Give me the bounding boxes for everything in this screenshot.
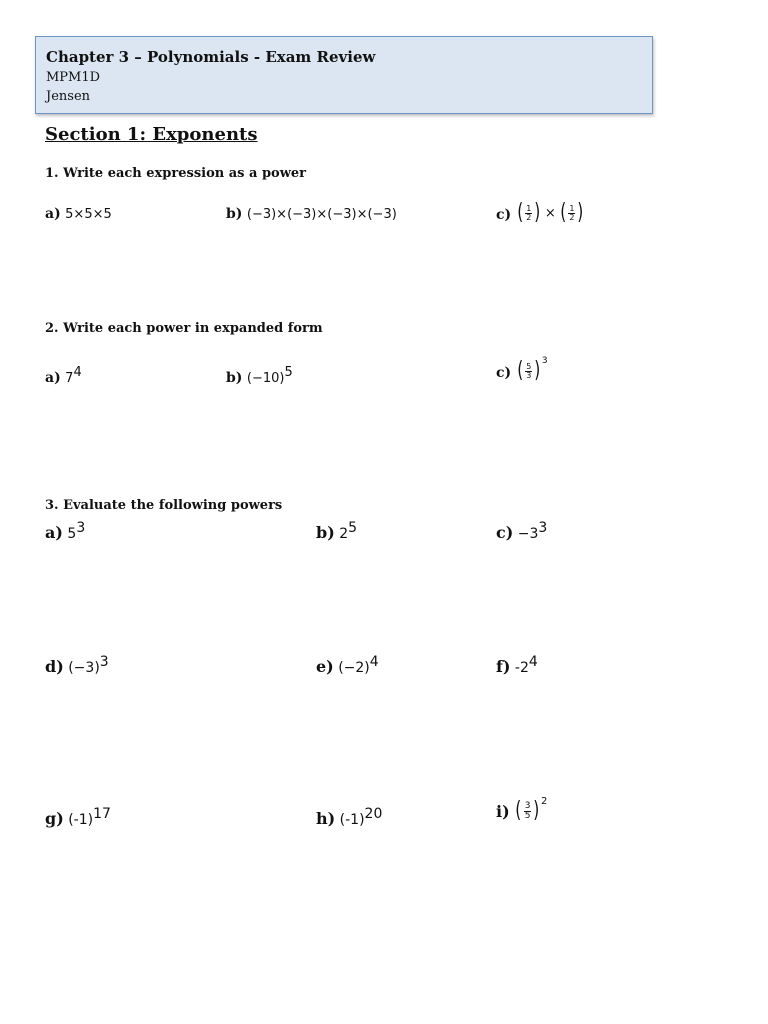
denominator: 2 xyxy=(569,212,575,222)
power-base: 7 xyxy=(65,371,74,386)
power-base: −3 xyxy=(517,526,539,542)
exponent: 17 xyxy=(93,806,111,822)
item-label: a) xyxy=(45,523,63,542)
item-label: c) xyxy=(496,207,512,223)
power-base: (-1) xyxy=(68,812,94,828)
exponent: 4 xyxy=(528,654,538,670)
teacher-name: Jensen xyxy=(46,89,91,104)
q2-item-b xyxy=(226,365,293,386)
power-base: 5 xyxy=(67,526,77,542)
numerator: 3 xyxy=(524,800,531,811)
item-label: g) xyxy=(45,809,64,828)
fraction-product: ( $\frac{1}{2}$ ) × ( $\frac{1}{2}$ ) xyxy=(516,200,584,225)
item-label: b) xyxy=(226,370,243,386)
numerator: 1 xyxy=(526,203,532,213)
power-base: (−2) xyxy=(338,660,370,676)
q3-item-i xyxy=(496,796,548,823)
q1-item-c xyxy=(496,202,585,224)
denominator: 3 xyxy=(526,370,532,380)
numerator: 1 xyxy=(569,203,575,213)
numerator: 5 xyxy=(526,361,532,371)
item-label: h) xyxy=(316,809,336,828)
exponent: 4 xyxy=(369,654,379,670)
q3-item-h xyxy=(316,806,382,828)
denominator: 5 xyxy=(524,810,531,821)
times-sign: × xyxy=(544,205,556,221)
exponent: 5 xyxy=(348,520,358,536)
q3-item-c xyxy=(496,520,547,542)
question-1-prompt: 1. Write each expression as a power xyxy=(45,166,307,181)
item-label: d) xyxy=(45,657,64,676)
item-label: a) xyxy=(45,370,61,386)
fraction-power: ( $\frac{5}{3}$ ) 3 xyxy=(516,356,548,383)
exponent: 3 xyxy=(76,520,86,536)
document-header xyxy=(35,36,653,114)
q1-item-b xyxy=(226,206,397,222)
q2-item-a xyxy=(45,365,82,386)
denominator: 2 xyxy=(526,212,532,222)
exponent: 4 xyxy=(73,365,82,380)
section-title: Section 1: Exponents xyxy=(45,124,258,145)
q3-item-a xyxy=(45,520,85,542)
item-label: c) xyxy=(496,365,512,381)
q3-item-b xyxy=(316,520,357,542)
exponent: 5 xyxy=(284,365,293,380)
item-label: b) xyxy=(226,206,243,222)
power-base: (−10) xyxy=(246,371,285,386)
item-label: b) xyxy=(316,523,335,542)
item-label: a) xyxy=(45,206,61,222)
power-base: 2 xyxy=(339,526,349,542)
item-label: c) xyxy=(496,523,514,542)
power-base: (−3) xyxy=(68,660,100,676)
power-base: -2 xyxy=(514,660,529,676)
exponent: 3 xyxy=(99,654,109,670)
question-2-prompt: 2. Write each power in expanded form xyxy=(45,321,323,336)
exponent: 3 xyxy=(541,356,548,366)
fraction-power: ( $\frac{3}{5}$ ) 2 xyxy=(515,796,548,823)
q1-item-a xyxy=(45,206,112,222)
q3-item-g xyxy=(45,806,111,828)
power-base: (-1) xyxy=(339,812,365,828)
exponent: 20 xyxy=(364,806,383,822)
q3-item-f xyxy=(496,654,538,676)
question-3-prompt: 3. Evaluate the following powers xyxy=(45,498,283,513)
exponent: 3 xyxy=(538,520,548,536)
exponent: 2 xyxy=(541,796,548,807)
item-label: f) xyxy=(496,657,511,676)
expression: (−3)×(−3)×(−3)×(−3) xyxy=(246,207,397,222)
document-title: Chapter 3 – Polynomials - Exam Review xyxy=(46,48,376,66)
item-label: e) xyxy=(316,657,334,676)
q3-item-e xyxy=(316,654,379,676)
q2-item-c xyxy=(496,356,548,383)
expression: 5×5×5 xyxy=(65,207,112,222)
q3-item-d xyxy=(45,654,109,676)
item-label: i) xyxy=(496,802,510,821)
course-code: MPM1D xyxy=(46,70,101,85)
